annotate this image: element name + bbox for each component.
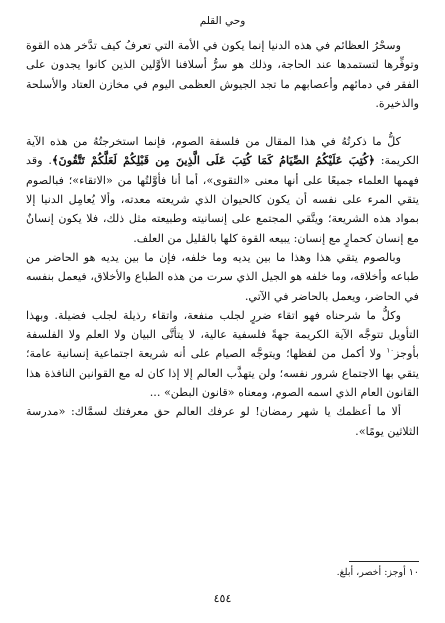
quran-verse: ﴿كُتِبَ عَلَيْكُمُ الصِّيَامُ كَمَا كُتِبَ عَلَى الَّذِينَ مِن قَبْلِكُمْ لَعَلَّكُمْ تَتَّقُونَ﴾ (51, 153, 375, 168)
footnote-divider (349, 561, 419, 562)
paragraph-2-intro: كلُّ ما ذكرتُهُ في هذا المقال من فلسفة الصوم، فإنما استخرجتُهُ من هذه الآية الكريمة: (26, 135, 419, 168)
paragraph-2 (26, 132, 419, 248)
footnote-reference[interactable]: ١٠ (386, 346, 394, 355)
paragraph-4-part-2: ولا أكمل من لفظها؛ ويتوجَّه الصيام على أنه شريعة اجتماعية إنسانية عامة؛ يتقي بها الاجتماع شرور نفسه؛ ولن يتهذَّب العالم إلا إذا كان له مع القوانين النافذة هذا القانون العام الذي اسمه الصوم، ومعناه «قانون البطن» ... (26, 347, 419, 400)
paragraph-5: ألا ما أعظمك يا شهر رمضان! لو عرفك العالم حق معرفتك لسمَّاك: «مدرسة الثلاثين يومًا». (26, 405, 419, 438)
paragraph-3: وبالصوم يتقي هذا وهذا ما بين يديه وما خلفه، فإن ما بين يديه هو الحاضر من طباعه وأخلاقه، وما خلفه هو الجيل الذي سرت من هذه الطباع والأخلاق، فيعمل بنفسه في الحاضر، ويعمل بالحاضر في الآتي. (26, 250, 419, 303)
footnote: ١٠ أوجز: أخصر، أبلغ. (336, 567, 419, 578)
body-text (26, 36, 419, 441)
paragraph-4 (26, 306, 419, 402)
paragraph-4-part-1: وكلُّ ما شرحناه فهو اتقاء ضررٍ لجلب منفعة، واتقاء رذيلة لجلب فضيلة. وبهذا التأويل تتوجَّه الآية الكريمة جهةً فلسفية عالية، لا يتأتَّى البيان ولا العلم ولا الفلسفة بأوجز (26, 308, 419, 361)
paragraph-2-body: . وقد فهمها العلماء جميعًا على أنها معنى «التقوى»، أما أنا فأوَّلتُها من «الاتقاء»؛ فبالصوم يتقي المرء على نفسه أن يكون كالحيوان الذي شريعته معدته، وألا يُعامِل الدنيا إلا بمواد هذه الشريعة؛ ويتَّقي المجتمع على إنسانيته وطبيعته مثل ذلك، فلا يكون إنسانٌ مع إنسان كحمارٍ مع إنسان: يبيعه القوة كلها بالقليل من العلف. (26, 154, 419, 245)
page-number: ٤٥٤ (213, 592, 232, 605)
running-head: وحي القلم (199, 15, 246, 27)
paragraph-1: وسحْرُ العظائم في هذه الدنيا إنما يكون في الأمة التي تعرفُ كيف تدَّخر هذه القوة وتوفِّرها لتستمدها عند الحاجة، وذلك هو سرُّ أسلافنا الأوَّلين الذين كانوا يجدون على الفقر في دمائهم وأعصابهم ما تجد الجيوش العظمى اليوم في مخازن العتاد والأسلحة والذخيرة. (26, 39, 419, 110)
